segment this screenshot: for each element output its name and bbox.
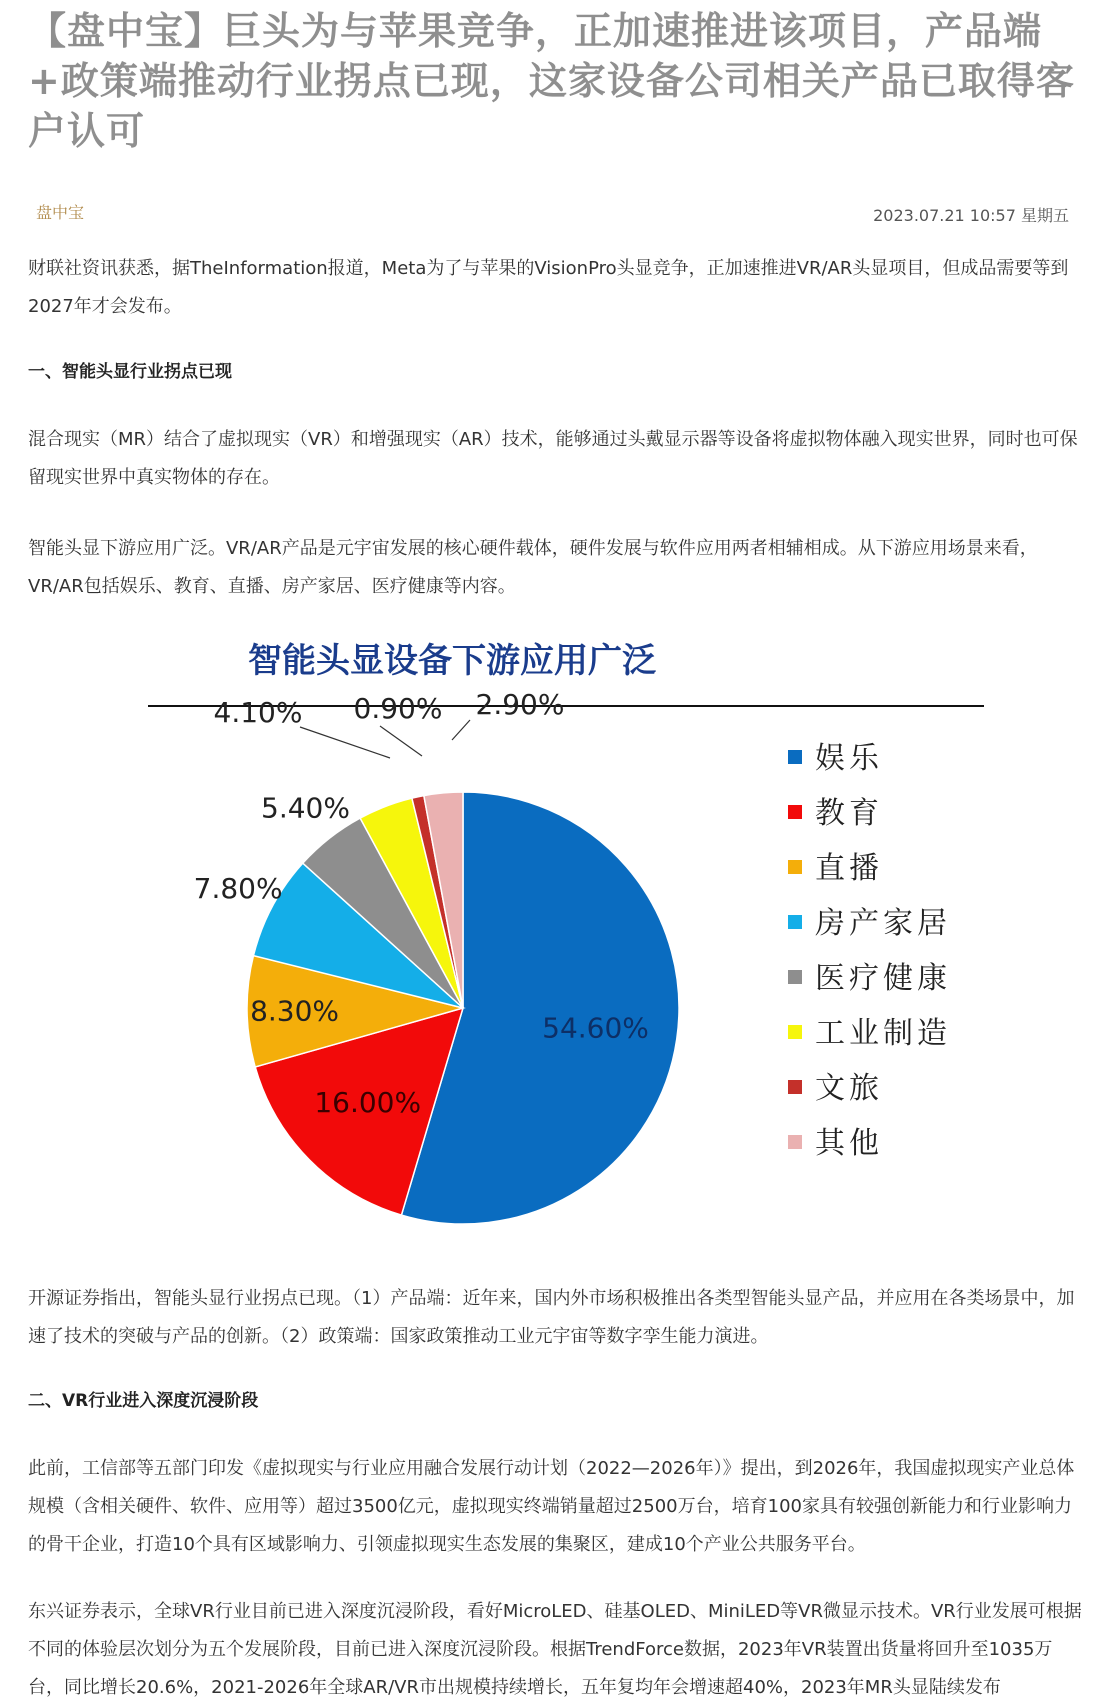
paragraph-mr: 混合现实（MR）结合了虚拟现实（VR）和增强现实（AR）技术，能够通过头戴显示器等设备将虚拟物体融入现实世界，同时也可保留现实世界中真实物体的存在。 — [28, 429, 1078, 488]
legend-label: 娱乐 — [815, 741, 883, 776]
legend-swatch — [788, 970, 802, 984]
legend-label: 工业制造 — [815, 1016, 951, 1051]
legend-swatch — [788, 1135, 802, 1149]
pie-data-label: 5.40% — [261, 791, 350, 825]
legend-swatch — [788, 1080, 802, 1094]
paragraph-vr-stage: 东兴证券表示，全球VR行业目前已进入深度沉浸阶段，看好MicroLED、硅基OLED、MiniLED等VR微显示技术。VR行业发展可根据不同的体验层次划分为五个发展阶段，目前已进入深度沉浸阶段。根据TrendForce数据，2023年VR装置出货量将回升至1035万台，同比增长20.6%，2021-2026年全球AR/VR市出规模持续增长，五年复均年会增速超40%，2023年MR头显陆续发布 — [28, 1601, 1082, 1698]
legend-swatch — [788, 805, 802, 819]
pie-data-label: 4.10% — [213, 696, 303, 729]
pie-data-label: 0.90% — [353, 692, 443, 725]
paragraph-inflection: 开源证券指出，智能头显行业拐点已现。（1）产品端：近年来，国内外市场积极推出各类型智能头显产品，并应用在各类场景中，加速了技术的突破与产品的创新。（2）政策端：国家政策推动工业元宇宙等数字孪生能力演进。 — [28, 1288, 1075, 1347]
pie-data-label: 2.90% — [475, 688, 565, 721]
pie-leader-line — [452, 720, 470, 740]
legend-label: 其他 — [815, 1126, 883, 1161]
legend-swatch — [788, 860, 802, 874]
source-name[interactable]: 盘中宝 — [36, 203, 85, 222]
pie-leader-line — [300, 727, 390, 758]
pie-leader-line — [380, 726, 422, 756]
legend-label: 直播 — [815, 851, 883, 886]
legend-swatch — [788, 1025, 802, 1039]
legend-swatch — [788, 915, 802, 929]
pie-data-label: 54.60% — [542, 1011, 649, 1045]
section-heading-2: 二、VR行业进入深度沉浸阶段 — [28, 1391, 259, 1411]
paragraph-downstream: 智能头显下游应用广泛。VR/AR产品是元宇宙发展的核心硬件载体，硬件发展与软件应用两者相辅相成。从下游应用场景来看，VR/AR包括娱乐、教育、直播、房产家居、医疗健康等内容。 — [28, 538, 1038, 597]
chart-legend — [788, 741, 951, 1161]
legend-swatch — [788, 750, 802, 764]
article-title: 【盘中宝】巨头为与苹果竞争，正加速推进该项目，产品端+政策端推动行业拐点已现，这家设备公司相关产品已取得客户认可 — [28, 9, 1075, 153]
publish-date: 2023.07.21 10:57 星期五 — [873, 206, 1069, 225]
chart-title: 智能头显设备下游应用广泛 — [248, 641, 656, 681]
paragraph-intro: 财联社资讯获悉，据TheInformation报道，Meta为了与苹果的VisionPro头显竞争，正加速推进VR/AR头显项目，但成品需要等到2027年才会发布。 — [28, 258, 1069, 317]
legend-label: 教育 — [815, 796, 883, 831]
legend-label: 医疗健康 — [815, 961, 951, 996]
pie-data-label: 8.30% — [250, 994, 340, 1028]
pie-chart — [0, 610, 1111, 1240]
legend-label: 文旅 — [815, 1071, 883, 1106]
legend-label: 房产家居 — [815, 906, 951, 941]
paragraph-policy: 此前，工信部等五部门印发《虚拟现实与行业应用融合发展行动计划（2022—2026年）》提出，到2026年，我国虚拟现实产业总体规模（含相关硬件、软件、应用等）超过3500亿元，虚拟现实终端销量超过2500万台，培育100家具有较强创新能力和行业影响力的骨干企业，打造10个具有区域影响力、引领虚拟现实生态发展的集聚区，建成10个产业公共服务平台。 — [28, 1458, 1075, 1555]
section-heading-1: 一、智能头显行业拐点已现 — [28, 362, 232, 382]
pie-data-label: 7.80% — [193, 872, 283, 906]
pie-data-label: 16.00% — [314, 1086, 422, 1120]
